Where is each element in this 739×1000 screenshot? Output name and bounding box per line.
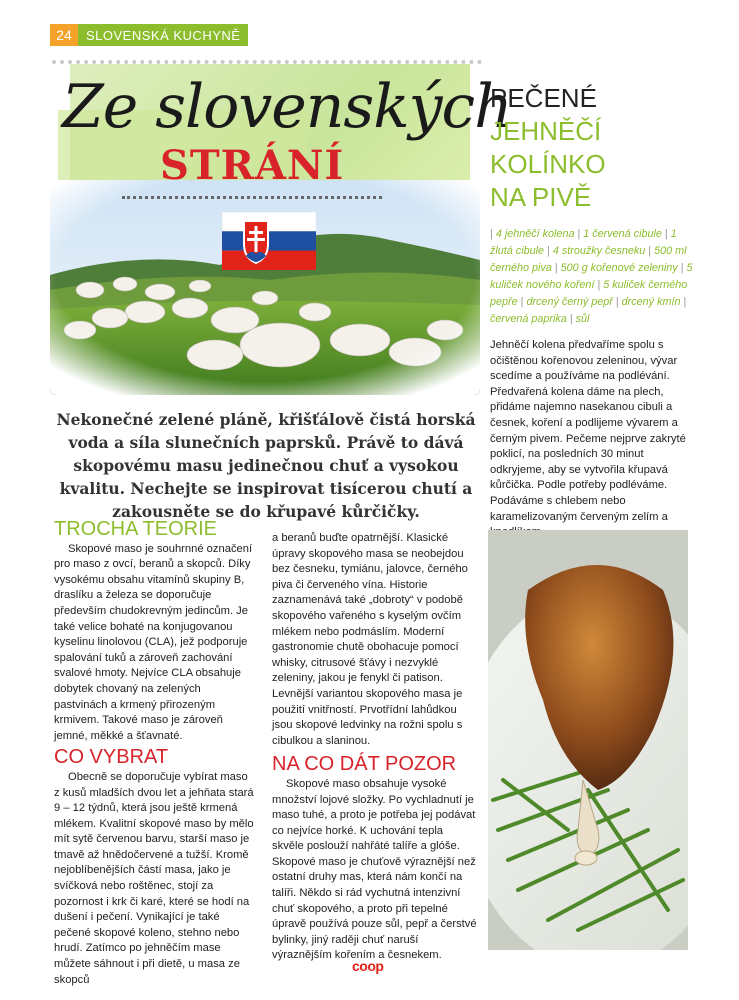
paragraph-continued: a beranů buďte opatrnější. Klasické úpravy skopového masa se neobejdou bez česneku, tymiánu, jalovce, černého piva či červeného vína. Historie zaznamenává také „dobroty“ v podobě skopového vařeného s kyselým ovčím mlékem nebo podmáslím. Moderní gastronomie chutě obohacuje pomocí whisky, citrusové šťávy i nezvyklé zeleniny, jakou je fenykl či patison. Levnější variantou skopového masa je použití vnitřností. Prvotřídní lahůdkou jsou skopové ledvinky na rožni spolu s cibulkou a slaninou. xyxy=(272,532,468,747)
article-lead: Nekonečné zelené pláně, křišťálově čistá horská voda a síla slunečních paprsků. Právě to dává skopovému masu jedinečnou chuť a vysokou kvalitu. Nechejte se inspirovat tisícerou chutí a zakousněte se do křupavé kůrčičky. xyxy=(56,410,476,521)
recipe-title xyxy=(490,82,720,214)
ingredient: 5 kuliček nového koření xyxy=(490,262,693,291)
ingredient: 5 kuliček černého pepře xyxy=(490,279,688,308)
ingredient: 4 stroužky česneku xyxy=(552,245,646,257)
ingredient: červená paprika xyxy=(490,313,567,325)
paragraph-teorie: Skopové maso je souhrnné označení pro maso z ovcí, beranů a skopců. Díky vysokému obsahu vitamínů skupiny B, draslíku a železa se doporučuje především chudokrevným jedincům. Je také velice bohaté na konjugovanou kyselinu linolovou (CLA), jež podporuje spalování tuků a zároveň zachování svalové hmoty. Nejvíce CLA obsahuje dobytek chovaný na zelených pastvinách a krmený přirozeným krmivem. Takové maso je zároveň jemné, měkké a šťavnaté. xyxy=(54,542,253,742)
ingredient: drcený kmín xyxy=(621,296,681,308)
article-title-script: Ze slovenských xyxy=(62,72,512,142)
article-title-accent: STRÁNÍ xyxy=(160,142,345,189)
ingredient: 1 žlutá cibule xyxy=(490,228,677,257)
ingredient: 500 ml černého piva xyxy=(490,245,687,274)
column-middle xyxy=(272,531,477,964)
heading-co-vybrat: CO VYBRAT xyxy=(54,746,169,769)
paragraph-vybrat: Obecně se doporučuje vybírat maso z kusů mladších dvou let a jehňata stará 9 – 12 týdnů, která jsou ještě krmená mlékem. Kvalitní skopové maso by mělo mít sytě červenou barvu, starší maso je tmavě až hnědočervené a tužší. Kromě nejoblíbenějších částí masa, jako je svíčková nebo roštěnec, stojí za pozornost i krk či karé, které se hodí na dušení i pečení. Vynikající je také pečené skopové koleno, stehno nebo hrudí. Zatímco po jehněčím mase můžete sáhnout i při dietě, u masa ze skopců xyxy=(54,770,254,986)
paragraph-pozor: Skopové maso obsahuje vysoké množství lojové složky. Po vychladnutí je maso tuhé, a proto je potřeba jej podávat co nejvíce horké. K uchování tepla skvěle poslouží nahřáté talíře a glóše. Skopové maso je chuťově výraznější než ostatní druhy mas, která nám končí na talíři. Někdo si rád vychutná intenzivní chuť skopového, a proto při tepelné úpravě používá pouze sůl, pepř a čerstvé bylinky, jiný raději chuť naruší výraznějším kořením a česnekem. xyxy=(272,777,477,962)
recipe-method: Jehněčí kolena předvaříme spolu s očištěnou kořenovou zeleninou, vývar scedíme a používáme na podlévání. Předvařená kolena dáme na plech, přidáme najemno nasekanou cibuli a česnek, koření a podlijeme vývarem a černým pivem. Pečeme nejprve zakryté poklicí, na posledních 30 minut odkryjeme, aby se vytvořila křupavá kůrčička. Podle potřeby podléváme. Podáváme s chlebem nebo karamelizovaným červeným zelím a xyxy=(490,339,686,523)
ingredient: 4 jehněčí kolena xyxy=(495,228,575,240)
heading-trocha-teorie: TROCHA TEORIE xyxy=(54,518,217,540)
page-header xyxy=(50,24,248,46)
slovak-flag-icon xyxy=(222,212,316,270)
ingredient: 500 g kořenové zeleniny xyxy=(560,262,678,274)
title-dotted-underline xyxy=(122,196,382,199)
ingredient: drcený černý pepř xyxy=(526,296,613,308)
recipe-title-line1: PEČENÉ xyxy=(490,83,597,113)
column-left xyxy=(54,518,254,988)
ingredient: 1 červená cibule xyxy=(583,228,662,240)
recipe-title-line4: NA PIVĚ xyxy=(490,182,592,212)
page-number: 24 xyxy=(50,24,78,46)
roast-lamb-knuckle-photo xyxy=(488,530,688,950)
ingredients-list: | 4 jehněčí kolena | 1 červená cibule | 1 žlutá cibule | 4 stroužky česneku | 500 ml černého piva | 500 g kořenové zeleniny | 5 kuliček nového koření | 5 kuliček černého pepře | drcený černý pepř | drcený kmín | červená paprika | sůl xyxy=(490,228,693,325)
section-name: SLOVENSKÁ KUCHYNĚ xyxy=(78,24,248,46)
heading-na-co-dat-pozor: NA CO DÁT POZOR xyxy=(272,753,457,776)
recipe-title-line3: KOLÍNKO xyxy=(490,149,606,179)
recipe-title-line2: JEHNĚČÍ xyxy=(490,116,602,146)
ingredient: sůl xyxy=(575,313,590,325)
coop-logo: coop xyxy=(352,958,384,974)
